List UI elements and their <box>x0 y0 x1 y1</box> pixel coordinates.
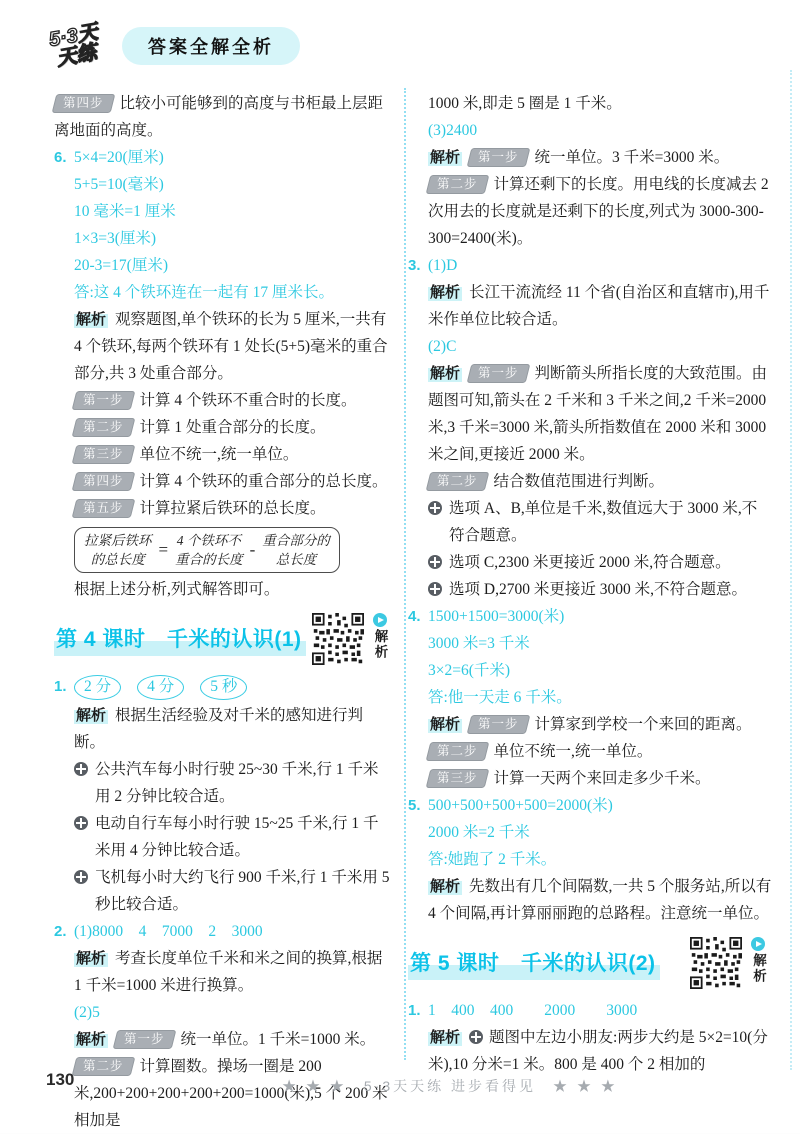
column-divider <box>404 88 406 1060</box>
qr-block <box>690 937 772 989</box>
continued-item-2 <box>408 90 772 252</box>
step-line <box>428 171 772 252</box>
qr-block <box>312 613 394 665</box>
step-badge: 第三步 <box>426 769 489 788</box>
question-item-2 <box>54 918 392 1134</box>
answer-line: 3×2=6(千米) <box>428 662 511 679</box>
qr-code-icon <box>312 613 364 665</box>
body-text: 选项 C,2300 米更接近 2000 米,符合题意。 <box>449 554 731 571</box>
body-text: 选项 D,2700 米更接近 3000 米,不符合题意。 <box>449 581 747 598</box>
analysis-paragraph <box>74 702 392 756</box>
analysis-label: 解析 <box>430 1029 461 1046</box>
body-text: 根据生活经验及对千米的感知进行判断。 <box>74 707 364 751</box>
analysis-paragraph <box>428 1024 772 1078</box>
body-text: 计算 1 处重合部分的长度。 <box>139 419 326 436</box>
analysis-label: 解析 <box>76 707 107 724</box>
body-text: 单位不统一,统一单位。 <box>139 446 299 463</box>
plus-circle-icon <box>428 582 442 596</box>
qr-label: 解析 <box>751 953 766 984</box>
step-badge: 第二步 <box>426 472 489 491</box>
body-text: 计算还剩下的长度。用电线的长度减去 2 次用去的长度就是还剩下的长度,列式为 3000-300-300=2400(米)。 <box>428 176 769 247</box>
analysis-label: 解析 <box>430 716 461 733</box>
section-title: 第 4 课时 千米的认识(1) <box>54 623 306 656</box>
circled-answer: 5 秒 <box>200 675 247 700</box>
section-title: 第 5 课时 千米的认识(2) <box>408 947 660 980</box>
page-header <box>44 21 300 71</box>
plus-circle-icon <box>74 762 88 776</box>
footer-slogan: ★ ★ ★ 5·3天天练 进步看得见 ★ ★ ★ <box>282 1078 618 1094</box>
answer-line: (1)8000 4 7000 2 3000 <box>74 923 263 940</box>
analysis-label: 解析 <box>430 365 461 382</box>
question-item-1-lesson5 <box>408 997 772 1078</box>
question-item-4 <box>408 603 772 792</box>
body-text: 根据上述分析,列式解答即可。 <box>74 581 280 598</box>
play-icon[interactable] <box>373 613 387 627</box>
analysis-label: 解析 <box>76 311 107 328</box>
step-line <box>74 387 392 414</box>
body-text: 结合数值范围进行判断。 <box>493 473 665 490</box>
question-number: 2. <box>54 923 67 940</box>
answer-line: 3000 米=3 千米 <box>428 635 530 652</box>
body-text: 比较小可能够到的高度与书柜最上层距离地面的高度。 <box>54 95 384 139</box>
step-badge: 第四步 <box>52 94 115 113</box>
answer-line: 1×3=3(厘米) <box>74 230 157 247</box>
analysis-paragraph <box>74 306 392 387</box>
analysis-paragraph <box>428 279 772 333</box>
step-line <box>428 468 772 495</box>
answer-line: 5+5=10(毫米) <box>74 176 164 193</box>
answer-line: 500+500+500+500=2000(米) <box>428 797 613 814</box>
analysis-paragraph <box>74 945 392 999</box>
answer-line: 5×4=20(厘米) <box>74 149 164 166</box>
qr-label: 解析 <box>372 629 388 660</box>
page-edge-line <box>790 70 792 1070</box>
plus-circle-icon <box>428 501 442 515</box>
bullet-paragraph <box>74 810 392 864</box>
play-icon[interactable] <box>751 937 765 951</box>
step-badge: 第一步 <box>113 1030 176 1049</box>
circled-answer: 2 分 <box>74 675 121 700</box>
step-line <box>74 414 392 441</box>
question-number: 5. <box>408 797 421 814</box>
question-item-3 <box>408 252 772 603</box>
qr-side <box>366 613 394 660</box>
bullet-paragraph <box>428 495 772 549</box>
circled-answer: 4 分 <box>137 675 184 700</box>
body-text: 计算一天两个来回走多少千米。 <box>493 770 711 787</box>
body-text: 计算拉紧后铁环的总长度。 <box>139 500 326 517</box>
answer-line: 答:她跑了 2 千米。 <box>428 851 557 868</box>
step-badge: 第二步 <box>426 742 489 761</box>
formula-box <box>74 527 340 573</box>
body-text: 1000 米,即走 5 圈是 1 千米。 <box>428 95 622 112</box>
continued-step-paragraph <box>54 90 392 144</box>
body-text: 计算 4 个铁环不重合时的长度。 <box>139 392 357 409</box>
left-column <box>54 90 392 1134</box>
right-column <box>408 90 772 1078</box>
bullet-paragraph <box>74 864 392 918</box>
answer-line: (2)C <box>428 338 457 355</box>
answer-line: 20-3=17(厘米) <box>74 257 168 274</box>
body-text: 统一单位。3 千米=3000 米。 <box>534 149 730 166</box>
answer-line: (1)D <box>428 257 458 274</box>
section-header-lesson4 <box>54 613 392 665</box>
analysis-paragraph <box>74 1026 392 1053</box>
body-text: 判断箭头所指长度的大致范围。由题图可知,箭头在 2 千米和 3 千米之间,2 千米=2000 米,3 千米=3000 米,箭头所指数值在 2000 米和 3000 米之间,更接近 2000 米。 <box>428 365 768 463</box>
page-number: 130 <box>46 1070 75 1089</box>
question-number: 6. <box>54 149 67 166</box>
step-line <box>74 495 392 522</box>
answers-banner: 答案全解全析 <box>122 27 300 65</box>
body-text: 公共汽车每小时行驶 25~30 千米,行 1 千米用 2 分钟比较合适。 <box>95 761 379 805</box>
body-text: 计算圈数。操场一圈是 200 米,200+200+200+200+200=1000(米),5 个 200 米相加是 <box>74 1058 388 1129</box>
answer-line: (2)5 <box>74 1004 100 1021</box>
body-text: 计算 4 个铁环的重合部分的总长度。 <box>139 473 388 490</box>
step-line <box>74 468 392 495</box>
answer-line: 答:他一天走 6 千米。 <box>428 689 572 706</box>
bullet-paragraph <box>428 576 772 603</box>
body-text: 观察题图,单个铁环的长为 5 厘米,一共有 4 个铁环,每两个铁环有 1 处长(5+5)毫米的重合部分,共 3 处重合部分。 <box>74 311 388 382</box>
circled-answers-line <box>74 673 392 700</box>
step-badge: 第一步 <box>467 364 530 383</box>
bullet-paragraph <box>428 549 772 576</box>
answer-line: 10 毫米=1 厘米 <box>74 203 176 220</box>
step-badge: 第三步 <box>72 445 135 464</box>
question-number: 1. <box>54 678 67 695</box>
analysis-label: 解析 <box>430 878 461 895</box>
plus-circle-icon <box>74 816 88 830</box>
answer-line: (3)2400 <box>428 122 478 139</box>
body-text: 先数出有几个间隔数,一共 5 个服务站,所以有 4 个间隔,再计算丽丽跑的总路程。注意统一单位。 <box>428 878 772 922</box>
body-text: 计算家到学校一个来回的距离。 <box>534 716 752 733</box>
step-badge: 第二步 <box>72 418 135 437</box>
body-text: 电动自行车每小时行驶 15~25 千米,行 1 千米用 4 分钟比较合适。 <box>95 815 379 859</box>
formula-term: 4 个铁环不 重合的长度 <box>175 533 243 567</box>
body-text: 题图中左边小朋友:两步大约是 5×2=10(分米),10 分米=1 米。800 是 400 个 2 相加的 <box>428 1029 768 1073</box>
step-badge: 第一步 <box>467 715 530 734</box>
body-text: 统一单位。1 千米=1000 米。 <box>180 1031 376 1048</box>
step-line <box>74 441 392 468</box>
bullet-paragraph <box>74 756 392 810</box>
step-badge: 第五步 <box>72 499 135 518</box>
analysis-paragraph <box>428 711 772 738</box>
step-badge: 第二步 <box>426 175 489 194</box>
question-number: 4. <box>408 608 421 625</box>
answer-line: 答:这 4 个铁环连在一起有 17 厘米长。 <box>74 284 335 301</box>
answer-line: 1 400 400 2000 3000 <box>428 1002 638 1019</box>
body-text: 选项 A、B,单位是千米,数值远大于 3000 米,不符合题意。 <box>449 500 758 544</box>
body-text: 长江干流流经 11 个省(自治区和直辖市),用千米作单位比较合适。 <box>428 284 770 328</box>
analysis-label: 解析 <box>76 1031 107 1048</box>
analysis-paragraph <box>428 360 772 468</box>
step-badge: 第一步 <box>72 391 135 410</box>
analysis-paragraph <box>428 144 772 171</box>
step-badge: 第一步 <box>467 148 530 167</box>
question-number: 3. <box>408 257 421 274</box>
step-badge: 第二步 <box>72 1057 135 1076</box>
brand-logo: 5·3天天练 <box>47 21 100 71</box>
analysis-label: 解析 <box>430 284 461 301</box>
formula-term: 重合部分的 总长度 <box>262 533 330 567</box>
analysis-label: 解析 <box>430 149 461 166</box>
body-text: 考查长度单位千米和米之间的换算,根据 1 千米=1000 米进行换算。 <box>74 950 383 994</box>
answer-line: 1500+1500=3000(米) <box>428 608 565 625</box>
qr-side <box>744 937 772 984</box>
section-header-lesson5 <box>408 937 772 989</box>
step-line <box>428 765 772 792</box>
answer-line: 2000 米=2 千米 <box>428 824 530 841</box>
equals-sign: = <box>158 540 169 559</box>
plus-circle-icon <box>74 870 88 884</box>
step-line <box>428 738 772 765</box>
minus-sign: - <box>249 540 256 559</box>
step-badge: 第四步 <box>72 472 135 491</box>
analysis-paragraph <box>428 873 772 927</box>
question-item-6 <box>54 144 392 603</box>
body-text: 飞机每小时大约飞行 900 千米,行 1 千米用 5 秒比较合适。 <box>95 869 390 913</box>
body-text: 单位不统一,统一单位。 <box>493 743 653 760</box>
question-item-5 <box>408 792 772 927</box>
question-item-1 <box>54 673 392 918</box>
plus-circle-icon <box>428 555 442 569</box>
analysis-label: 解析 <box>76 950 107 967</box>
plus-circle-icon <box>469 1030 483 1044</box>
qr-code-icon <box>690 937 742 989</box>
question-number: 1. <box>408 1002 421 1019</box>
formula-term: 拉紧后铁环 的总长度 <box>84 533 152 567</box>
